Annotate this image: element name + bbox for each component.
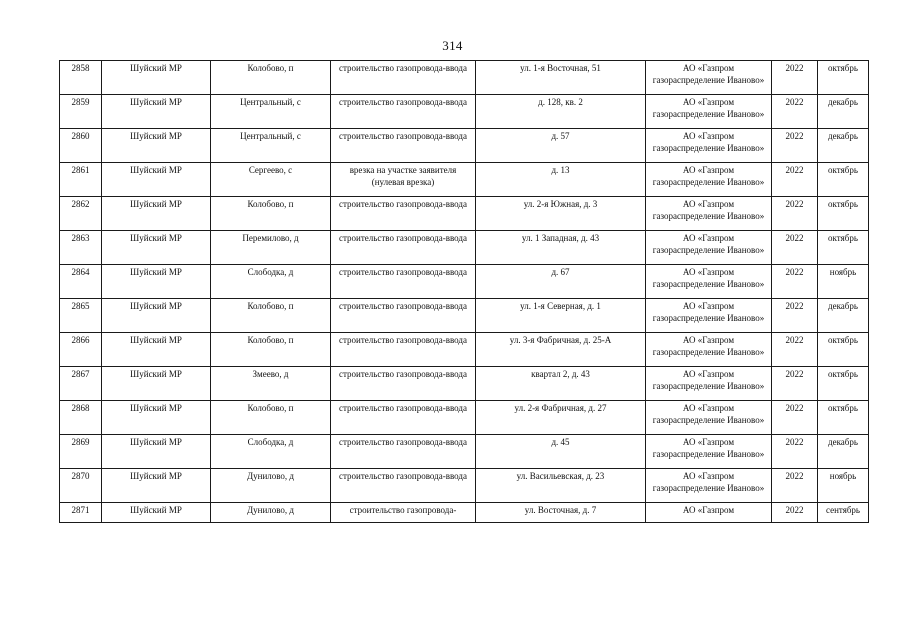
month-cell: октябрь: [818, 61, 869, 95]
work-type-cell: строительство газопровода-ввода: [331, 367, 476, 401]
year-cell: 2022: [772, 163, 818, 197]
organization-cell: АО «Газпром: [646, 503, 772, 523]
year-cell: 2022: [772, 95, 818, 129]
page-number: 314: [442, 38, 463, 53]
row-number: 2867: [60, 367, 102, 401]
address-cell: д. 128, кв. 2: [476, 95, 646, 129]
locality-cell: Слободка, д: [211, 435, 331, 469]
year-cell: 2022: [772, 333, 818, 367]
year-cell: 2022: [772, 469, 818, 503]
table-row: [60, 129, 869, 163]
address-cell: квартал 2, д. 43: [476, 367, 646, 401]
address-cell: д. 45: [476, 435, 646, 469]
district-cell: Шуйский МР: [102, 299, 211, 333]
address-cell: ул. 2-я Южная, д. 3: [476, 197, 646, 231]
month-cell: декабрь: [818, 435, 869, 469]
row-number: 2863: [60, 231, 102, 265]
locality-cell: Змеево, д: [211, 367, 331, 401]
district-cell: Шуйский МР: [102, 367, 211, 401]
organization-cell: АО «Газпром газораспределение Иваново»: [646, 367, 772, 401]
table-row: [60, 469, 869, 503]
table-row: [60, 435, 869, 469]
organization-cell: АО «Газпром газораспределение Иваново»: [646, 265, 772, 299]
address-cell: д. 13: [476, 163, 646, 197]
row-number: 2870: [60, 469, 102, 503]
work-type-cell: строительство газопровода-ввода: [331, 265, 476, 299]
work-type-cell: строительство газопровода-ввода: [331, 299, 476, 333]
work-type-cell: строительство газопровода-ввода: [331, 435, 476, 469]
locality-cell: Колобово, п: [211, 299, 331, 333]
month-cell: ноябрь: [818, 469, 869, 503]
table-row: [60, 231, 869, 265]
address-cell: д. 67: [476, 265, 646, 299]
organization-cell: АО «Газпром газораспределение Иваново»: [646, 231, 772, 265]
district-cell: Шуйский МР: [102, 61, 211, 95]
work-type-cell: строительство газопровода-ввода: [331, 95, 476, 129]
year-cell: 2022: [772, 61, 818, 95]
locality-cell: Сергеево, с: [211, 163, 331, 197]
year-cell: 2022: [772, 197, 818, 231]
row-number: 2858: [60, 61, 102, 95]
district-cell: Шуйский МР: [102, 435, 211, 469]
year-cell: 2022: [772, 401, 818, 435]
year-cell: 2022: [772, 299, 818, 333]
locality-cell: Колобово, п: [211, 197, 331, 231]
month-cell: декабрь: [818, 299, 869, 333]
work-type-cell: строительство газопровода-ввода: [331, 333, 476, 367]
locality-cell: Колобово, п: [211, 333, 331, 367]
month-cell: декабрь: [818, 95, 869, 129]
locality-cell: Центральный, с: [211, 129, 331, 163]
organization-cell: АО «Газпром газораспределение Иваново»: [646, 299, 772, 333]
year-cell: 2022: [772, 435, 818, 469]
address-cell: ул. Васильевская, д. 23: [476, 469, 646, 503]
year-cell: 2022: [772, 129, 818, 163]
table-row: [60, 163, 869, 197]
table-row: [60, 333, 869, 367]
month-cell: октябрь: [818, 367, 869, 401]
table-row: [60, 61, 869, 95]
gasification-table: [59, 60, 869, 523]
table-row: [60, 401, 869, 435]
row-number: 2864: [60, 265, 102, 299]
work-type-cell: строительство газопровода-ввода: [331, 469, 476, 503]
year-cell: 2022: [772, 231, 818, 265]
row-number: 2859: [60, 95, 102, 129]
table-row: [60, 367, 869, 401]
address-cell: ул. 1 Западная, д. 43: [476, 231, 646, 265]
work-type-cell: строительство газопровода-ввода: [331, 197, 476, 231]
locality-cell: Дунилово, д: [211, 469, 331, 503]
work-type-cell: строительство газопровода-: [331, 503, 476, 523]
year-cell: 2022: [772, 503, 818, 523]
district-cell: Шуйский МР: [102, 469, 211, 503]
work-type-cell: строительство газопровода-ввода: [331, 129, 476, 163]
district-cell: Шуйский МР: [102, 503, 211, 523]
district-cell: Шуйский МР: [102, 265, 211, 299]
district-cell: Шуйский МР: [102, 231, 211, 265]
district-cell: Шуйский МР: [102, 197, 211, 231]
month-cell: октябрь: [818, 231, 869, 265]
year-cell: 2022: [772, 265, 818, 299]
organization-cell: АО «Газпром газораспределение Иваново»: [646, 469, 772, 503]
row-number: 2860: [60, 129, 102, 163]
locality-cell: Дунилово, д: [211, 503, 331, 523]
organization-cell: АО «Газпром газораспределение Иваново»: [646, 333, 772, 367]
locality-cell: Колобово, п: [211, 401, 331, 435]
address-cell: д. 57: [476, 129, 646, 163]
locality-cell: Колобово, п: [211, 61, 331, 95]
address-cell: ул. Восточная, д. 7: [476, 503, 646, 523]
row-number: 2861: [60, 163, 102, 197]
table-row: [60, 503, 869, 523]
table-row: [60, 95, 869, 129]
row-number: 2871: [60, 503, 102, 523]
locality-cell: Центральный, с: [211, 95, 331, 129]
organization-cell: АО «Газпром газораспределение Иваново»: [646, 61, 772, 95]
row-number: 2868: [60, 401, 102, 435]
organization-cell: АО «Газпром газораспределение Иваново»: [646, 401, 772, 435]
row-number: 2865: [60, 299, 102, 333]
row-number: 2866: [60, 333, 102, 367]
district-cell: Шуйский МР: [102, 95, 211, 129]
work-type-cell: строительство газопровода-ввода: [331, 231, 476, 265]
district-cell: Шуйский МР: [102, 333, 211, 367]
year-cell: 2022: [772, 367, 818, 401]
organization-cell: АО «Газпром газораспределение Иваново»: [646, 129, 772, 163]
organization-cell: АО «Газпром газораспределение Иваново»: [646, 95, 772, 129]
month-cell: ноябрь: [818, 265, 869, 299]
month-cell: октябрь: [818, 333, 869, 367]
address-cell: ул. 1-я Восточная, 51: [476, 61, 646, 95]
table-row: [60, 299, 869, 333]
month-cell: октябрь: [818, 197, 869, 231]
month-cell: декабрь: [818, 129, 869, 163]
district-cell: Шуйский МР: [102, 401, 211, 435]
organization-cell: АО «Газпром газораспределение Иваново»: [646, 163, 772, 197]
month-cell: октябрь: [818, 163, 869, 197]
locality-cell: Перемилово, д: [211, 231, 331, 265]
row-number: 2869: [60, 435, 102, 469]
address-cell: ул. 1-я Северная, д. 1: [476, 299, 646, 333]
work-type-cell: врезка на участке заявителя (нулевая врезка): [331, 163, 476, 197]
month-cell: сентябрь: [818, 503, 869, 523]
table-row: [60, 197, 869, 231]
table-row: [60, 265, 869, 299]
month-cell: октябрь: [818, 401, 869, 435]
address-cell: ул. 2-я Фабричная, д. 27: [476, 401, 646, 435]
work-type-cell: строительство газопровода-ввода: [331, 61, 476, 95]
address-cell: ул. 3-я Фабричная, д. 25-А: [476, 333, 646, 367]
row-number: 2862: [60, 197, 102, 231]
organization-cell: АО «Газпром газораспределение Иваново»: [646, 197, 772, 231]
district-cell: Шуйский МР: [102, 129, 211, 163]
organization-cell: АО «Газпром газораспределение Иваново»: [646, 435, 772, 469]
locality-cell: Слободка, д: [211, 265, 331, 299]
district-cell: Шуйский МР: [102, 163, 211, 197]
work-type-cell: строительство газопровода-ввода: [331, 401, 476, 435]
